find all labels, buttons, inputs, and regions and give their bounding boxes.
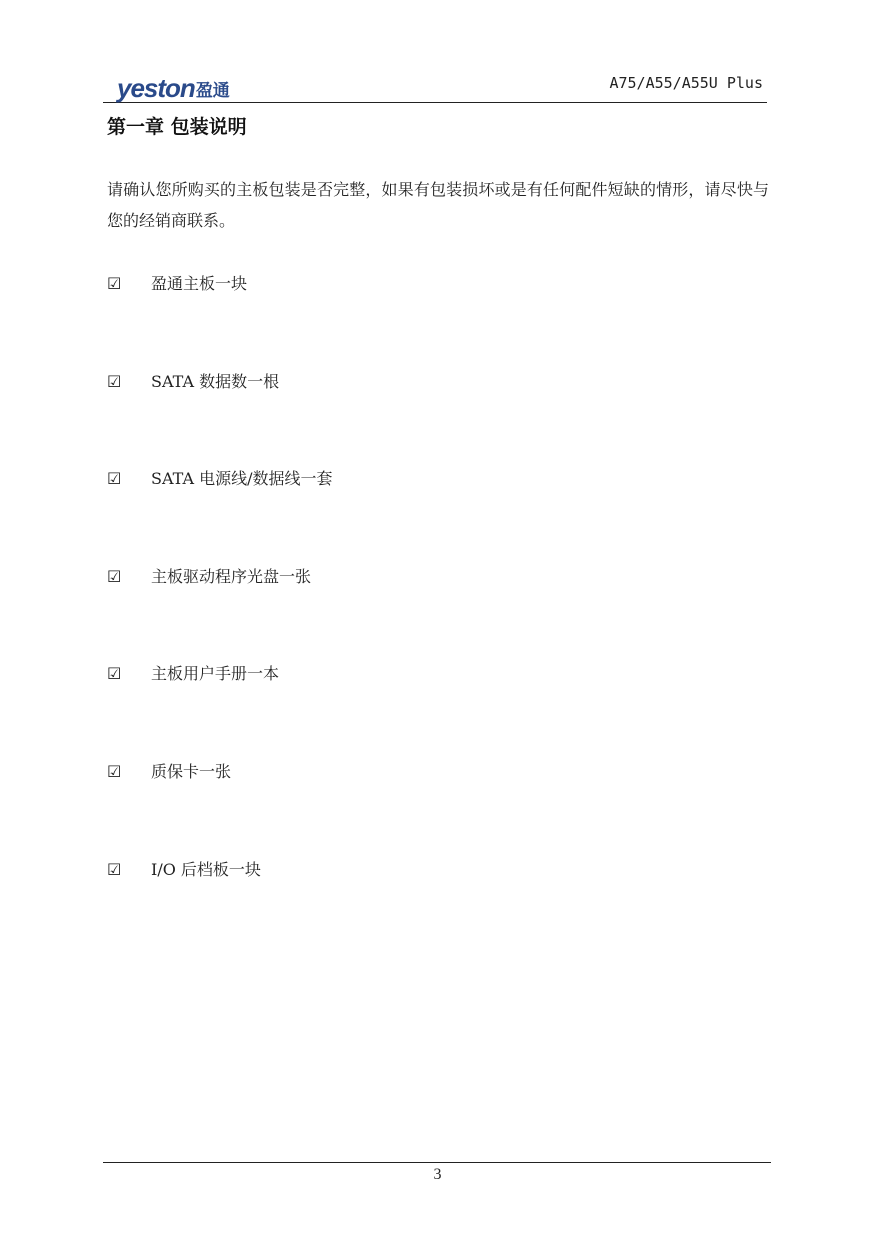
intro-paragraph: 请确认您所购买的主板包装是否完整，如果有包装损坏或是有任何配件短缺的情形，请尽快与您的经销商联系。 (107, 180, 769, 230)
checkbox-checked-icon: ☑ (107, 761, 122, 781)
footer-divider (103, 1162, 771, 1163)
checklist-item (107, 368, 332, 466)
checkbox-checked-icon: ☑ (107, 469, 122, 489)
yeston-logo (117, 75, 230, 101)
checklist-item-label: 质保卡一张 (151, 761, 232, 781)
chapter-title: 第一章 包装说明 (107, 116, 247, 138)
checklist-item-label: SATA 电源线/数据线一套 (151, 469, 333, 489)
checklist-item-label: 主板驱动程序光盘一张 (151, 566, 312, 586)
model-name: A75/A55/A55U Plus (609, 74, 763, 92)
checklist-item (107, 465, 332, 563)
checklist-item-label: 盈通主板一块 (151, 274, 248, 293)
checklist-item (107, 856, 332, 954)
logo-wordmark: yeston (117, 73, 195, 103)
package-checklist (107, 270, 332, 953)
checkbox-checked-icon: ☑ (107, 274, 122, 293)
checkbox-checked-icon: ☑ (107, 664, 122, 684)
checklist-item-label: 主板用户手册一本 (151, 664, 280, 684)
checklist-item (107, 758, 332, 856)
logo-chinese-name: 盈通 (195, 81, 230, 101)
checklist-item (107, 270, 332, 368)
checkbox-checked-icon: ☑ (107, 859, 122, 879)
checklist-item-label: I/O 后档板一块 (151, 859, 261, 879)
checkbox-checked-icon: ☑ (107, 371, 122, 391)
checkbox-checked-icon: ☑ (107, 566, 122, 586)
page-number: 3 (433, 1166, 442, 1183)
checklist-item-label: SATA 数据数一根 (151, 371, 280, 391)
checklist-item (107, 563, 332, 661)
checklist-item (107, 660, 332, 758)
page-header (103, 66, 767, 103)
